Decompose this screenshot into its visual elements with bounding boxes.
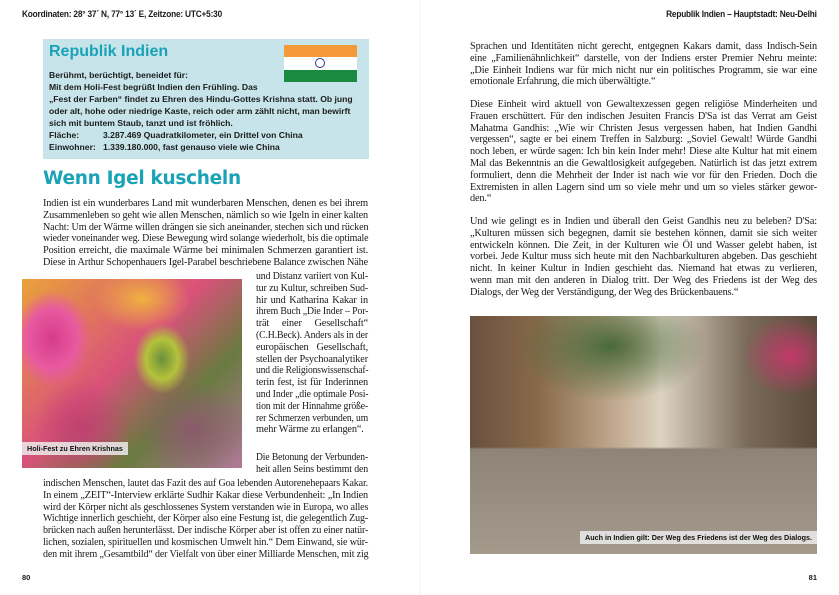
info-box-line: „Fest der Farben“ findet zu Ehren des Hindu-Gottes Krishna statt. Ob jung [49,94,353,104]
text-line: formuliert, denn die Mehrheit der Inder ist nach wie vor für den Frieden. Doch die [470,169,817,181]
text-line: und Inder „die optimale Posi- [256,388,369,400]
text-line: wieder voneinander weg. Diese Bewegung wird solange wiederholt, bis die optimale [43,233,369,245]
text-line: terin fest, ist für Inderinnen [256,377,368,389]
text-line: den.“ [470,193,492,205]
text-line: (C.H.Beck). Anders als in der [256,329,368,341]
text-line: Und wie gelingt es in Indien und überall den Geist Gandhis neu zu beleben? D'Sa: [470,216,817,227]
text-line: emotionale Erfahrung, die mich überwältigte.“ [470,76,656,88]
street-scene-photo [470,316,817,554]
text-line: Position erreicht, die maximale Wärme bei minimalen Schmerzen garantiert ist. [43,245,368,257]
text-line: In einem „ZEIT“-Interview erklärte Sudhir Kakar diese Verbundenheit: „In Indien [43,489,368,501]
page-number-right: 81 [808,573,817,582]
text-line: Frauen erschüttert. Für den indischen Jesuiten Francis D'Sa ist das Verrat am Geist [470,110,817,122]
text-line: hir und Katharina Kakar in [256,294,368,306]
running-header-left: Koordinaten: 28° 37´ N, 77° 13´ E, Zeitzone: UTC+5:30 [22,9,223,19]
text-line: Diese in Arthur Schopenhauers Igel-Parabel beschriebene Balance zwischen Nähe [43,256,368,268]
text-line: lichen, sozialen, spirituellen und kosmischen Umwelt hin.“ Dem Einwand, sie wür- [43,536,368,548]
fact-value: 3.287.469 Quadratkilometer, ein Drittel von China [103,130,303,140]
text-line: Zusammenleben so geht wie allen Menschen, nämlich so wie Igeln in einer kalten [43,209,368,221]
country-info-box [43,39,369,159]
text-line: Indien ist ein wunderbares Land mit wunderbaren Menschen, denen es bei ihrem [43,198,368,209]
fact-label: Fläche: [49,130,80,140]
fact-value: 1.339.180.000, fast genauso viele wie China [103,142,280,152]
text-line: „Kulturen müssen sich begegnen, damit sie bestehen können, damit sie sich weiter [470,227,817,239]
page-number-left: 80 [22,573,31,582]
text-line: Die Betonung der Verbunden- [256,452,368,463]
text-line: vorbei. Jede Kultur muss sich heute mit den Nachbarkulturen abgeben. Das geschieht [470,251,817,263]
fact-population [49,141,365,153]
text-line: Mal das Bekenntnis an die Gewaltlosigkeit aufgegeben. Natürlich ist das jetzt extrem [470,157,817,169]
text-line: „Die Einheit Indiens war für mich nicht nur ein politisches Programm, sie war eine [470,64,817,76]
text-line: rer Schmerzen verbunden, um [256,412,369,424]
text-line: Wichtige innerlich geschieht, der Körper also eine Festung ist, die gelegentlich Zug- [43,513,368,525]
body-text-block [43,478,368,561]
text-line: Extremisten in allen Lagern sind um so viele mehr und um so vieles stärker gewor- [470,181,817,193]
body-text-block [43,198,368,269]
fact-label: Einwohner: [49,142,96,152]
text-line: Mahatma Gandhis: „Wie wir Christen Jesus vergessen haben, hat Indien Gandhi [470,122,817,134]
text-line: Nacht: Um der Wärme willen drängen sie sich aneinander, stechen sich und rücken [43,221,369,233]
info-box-line: sich mit buntem Staub, tanzt und ist fröhlich. [49,118,233,128]
body-text-block [470,41,817,88]
text-line: Diese Einheit wird aktuell von Gewaltexzessen gegen religiöse Minderheiten und [470,99,817,110]
text-line: Sprachen und Identitäten nicht gerecht, entgegnen Kakars damit, dass Indisch-Sein [470,41,817,52]
photo-caption: Holi-Fest zu Ehren Krishnas [22,442,128,455]
text-line: ihrem Buch „Die Inder – Por- [256,306,369,318]
text-line: tion mit der Hinnahme größe- [256,400,368,412]
text-line: den mit ihrem „Gesamtbild“ der Vielfalt von über einer Milliarde Menschen, mit zig [43,548,369,560]
text-line: entwickeln können. Die Zeit, in der Kulturen wie Öl und Wasser gelebt haben, ist [470,239,817,251]
text-line: wird der Körper nicht als geschlossenes System verstanden wie in Europa, wo alles [43,501,369,513]
text-line: und Distanz variiert von Kul- [256,271,368,282]
info-box-subtitle: Berühmt, berüchtigt, beneidet für: [49,70,188,80]
text-line: noch leben, er würde sagen: Ich bin kein Inder mehr! Diese alte Kultur hat mit einem [470,146,817,158]
info-box-line: oder alt, hohe oder niedrige Kaste, reich oder arm zählt nicht, man bewirft [49,106,351,116]
info-box-title: Republik Indien [49,43,169,60]
photo-caption: Auch in Indien gilt: Der Weg des Friedens ist der Weg des Dialogs. [580,531,817,544]
info-box-line: Mit dem Holi-Fest begrüßt Indien den Frühling. Das [49,82,258,92]
text-line: eine „Familienähnlichkeit“ darstelle, von der Indiens erster Premier Nehru meinte: [470,52,817,64]
text-line: mehr Wärme zu erlangen“. [256,424,364,436]
body-text-block [470,99,817,205]
ashoka-chakra-icon [315,58,325,68]
text-line: vergessen“, sagte er bei einem Treffen in Salzburg: „Soviel Gewalt! Würde Gandhi [470,134,817,146]
text-line: europäischen Gesellschaft, [256,341,368,353]
text-line: tur zu Kultur, schreiben Sud- [256,282,369,294]
text-line: und die Religionswissenschaf- [256,365,369,377]
body-text-narrow [256,452,368,476]
fact-area [49,129,365,141]
text-line: Dialogs, der Weg der Verständigung, der Weg des Brückenbauens.“ [470,286,739,298]
body-text-block [470,216,817,299]
text-line: stellen der Psychoanalytiker [256,353,368,365]
body-text-narrow [256,271,368,436]
article-heading: Wenn Igel kuscheln [43,168,241,189]
holi-festival-photo [22,279,242,468]
text-line: indischen Menschen, lautet das Fazit des auf Goa lebenden Autorenehepaars Kakar. [43,478,368,489]
running-header-right: Republik Indien – Hauptstadt: Neu-Delhi [666,9,817,19]
text-line: heit allen Seins bestimmt den [256,463,368,475]
text-line: wenn man mit den anderen in Dialog tritt. Der Weg des Friedens ist der Weg des [470,274,817,286]
page-gutter [419,0,421,595]
text-line: brücken nach außen herunterlässt. Der indische Körper aber ist offen zu einer natür- [43,525,369,537]
text-line: trät einer Gesellschaft“ [256,318,368,330]
text-line: nicht. In keiner Kultur in Indien geschieht das. Niemand hat etwas zu verlieren, [470,263,817,275]
